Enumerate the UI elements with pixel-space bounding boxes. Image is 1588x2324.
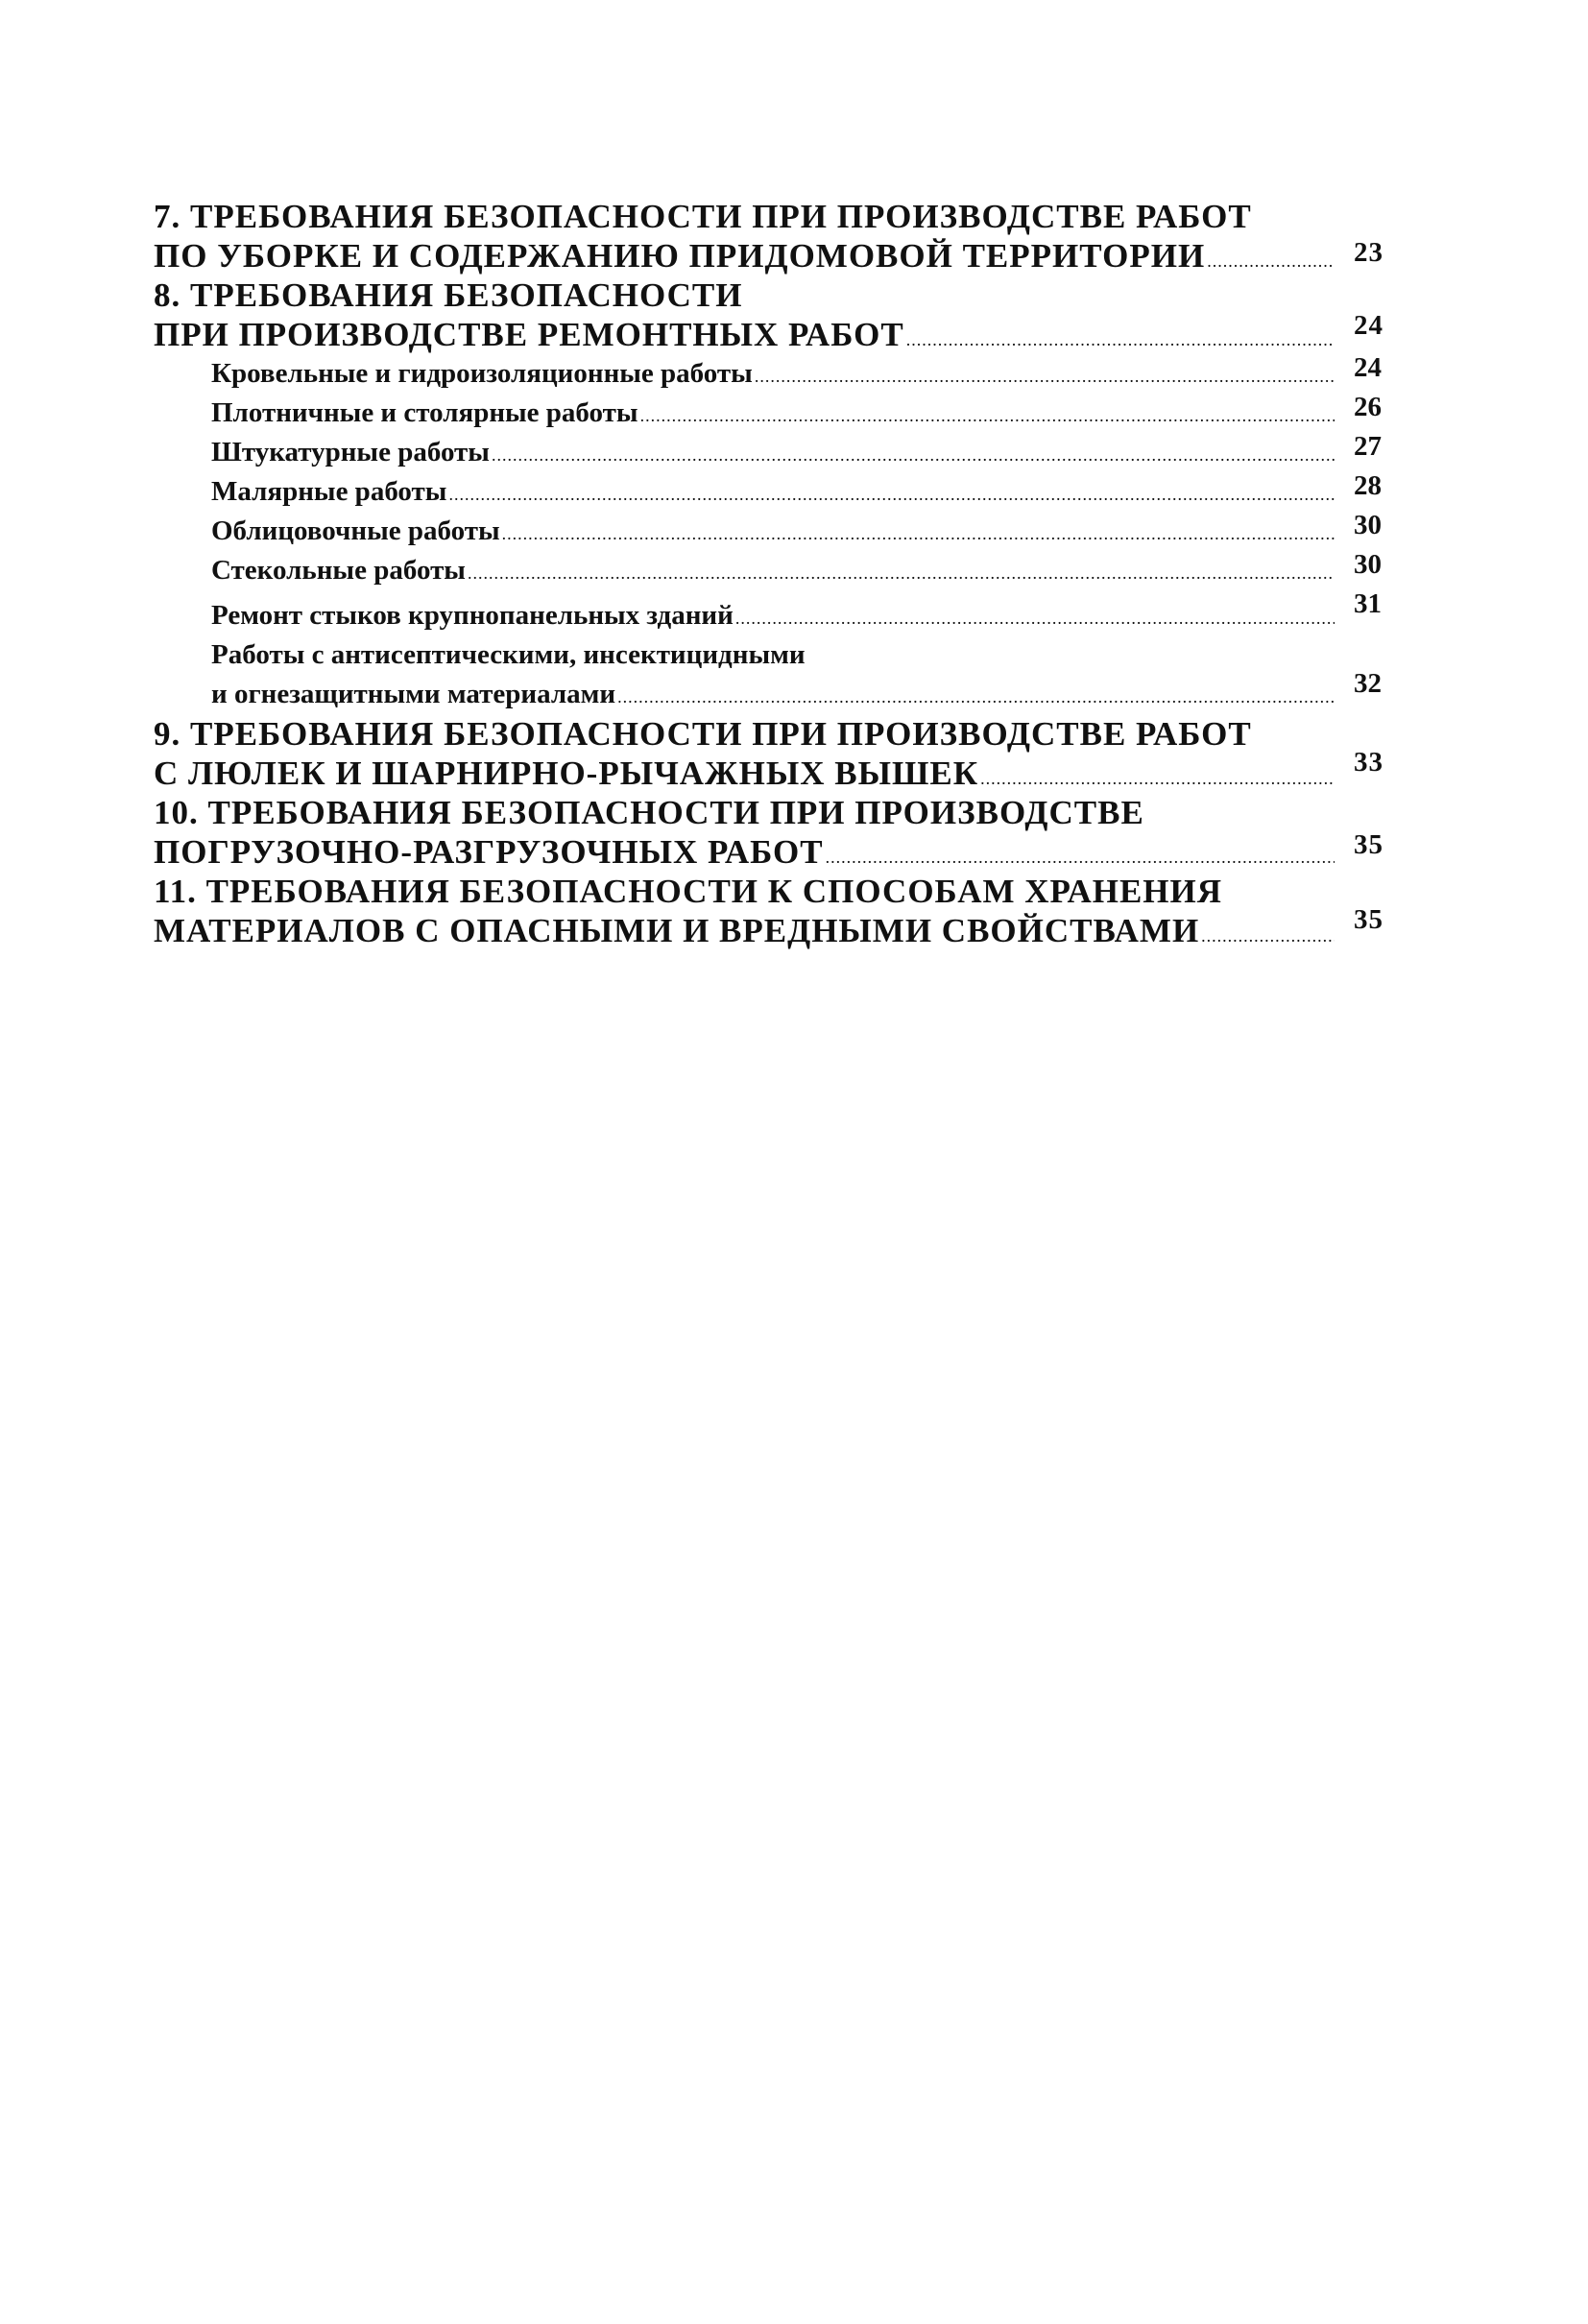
toc-entry-last-line: [211, 551, 1335, 590]
toc-entry-line: Штукатурные работы: [211, 437, 490, 467]
toc-page-number: 23: [1354, 237, 1383, 268]
toc-page-number: 30: [1354, 549, 1382, 580]
dot-leader: [492, 436, 1335, 475]
toc-subentry: [154, 512, 1421, 551]
toc-entry-line: ПО УБОРКЕ И СОДЕРЖАНИЮ ПРИДОМОВОЙ ТЕРРИТОРИИ: [154, 237, 1206, 275]
toc-entry-line: 10. ТРЕБОВАНИЯ БЕЗОПАСНОСТИ ПРИ ПРОИЗВОДСТВЕ: [154, 794, 1144, 831]
toc-entry-last-line: [154, 832, 1335, 872]
toc-entry-line: Стекольные работы: [211, 555, 466, 586]
toc-entry: [154, 793, 1421, 872]
toc-subentry: [154, 588, 1421, 635]
toc-page-number: 28: [1354, 470, 1382, 501]
toc-page-number: 27: [1354, 431, 1382, 462]
table-of-contents: [154, 197, 1421, 950]
dot-leader: [735, 599, 1335, 638]
toc-entry-last-line: [211, 512, 1335, 551]
toc-subentry: [154, 433, 1421, 472]
toc-entry-last-line: [211, 433, 1335, 472]
toc-entry-line: Облицовочные работы: [211, 515, 500, 546]
toc-entry: [154, 872, 1421, 950]
toc-entry-line: МАТЕРИАЛОВ С ОПАСНЫМИ И ВРЕДНЫМИ СВОЙСТВАМИ: [154, 912, 1200, 949]
dot-leader: [1201, 917, 1335, 956]
toc-entry-last-line: [154, 236, 1335, 276]
toc-page-number: 31: [1354, 588, 1382, 619]
toc-entry-last-line: [154, 754, 1335, 793]
toc-entry-line: Плотничные и столярные работы: [211, 397, 638, 428]
toc-entry-last-line: [211, 394, 1335, 433]
toc-entry: [154, 276, 1421, 354]
toc-entry-last-line: [211, 354, 1335, 394]
toc-subentry: [154, 635, 1421, 714]
toc-entry-line: 11. ТРЕБОВАНИЯ БЕЗОПАСНОСТИ К СПОСОБАМ ХРАНЕНИЯ: [154, 873, 1223, 910]
toc-entry-last-line: [211, 675, 1335, 714]
dot-leader: [755, 357, 1335, 396]
toc-page-number: 35: [1354, 829, 1383, 860]
dot-leader: [448, 475, 1335, 515]
toc-entry-last-line: [154, 911, 1335, 950]
toc-entry-line: 7. ТРЕБОВАНИЯ БЕЗОПАСНОСТИ ПРИ ПРОИЗВОДСТВЕ РАБОТ: [154, 198, 1252, 235]
toc-entry-line: 9. ТРЕБОВАНИЯ БЕЗОПАСНОСТИ ПРИ ПРОИЗВОДСТВЕ РАБОТ: [154, 715, 1252, 753]
toc-entry-line: ПОГРУЗОЧНО-РАЗГРУЗОЧНЫХ РАБОТ: [154, 833, 824, 871]
toc-entry: [154, 714, 1421, 793]
toc-page-number: 35: [1354, 904, 1383, 935]
toc-entry-line: Ремонт стыков крупнопанельных зданий: [211, 600, 734, 631]
toc-entry-line: С ЛЮЛЕК И ШАРНИРНО-РЫЧАЖНЫХ ВЫШЕК: [154, 755, 979, 792]
toc-page-number: 30: [1354, 510, 1382, 540]
toc-page-number: 32: [1354, 668, 1382, 699]
toc-page-number: 24: [1354, 352, 1382, 383]
toc-entry-line: Кровельные и гидроизоляционные работы: [211, 358, 753, 389]
dot-leader: [617, 678, 1335, 717]
toc-subentry: [154, 472, 1421, 512]
toc-entry-last-line: [211, 596, 1335, 635]
toc-entry-line: ПРИ ПРОИЗВОДСТВЕ РЕМОНТНЫХ РАБОТ: [154, 316, 904, 353]
dot-leader: [640, 396, 1335, 436]
toc-subentry: [154, 354, 1421, 394]
dot-leader: [468, 554, 1335, 593]
toc-entry-line: 8. ТРЕБОВАНИЯ БЕЗОПАСНОСТИ: [154, 276, 743, 314]
dot-leader: [502, 515, 1335, 554]
toc-entry: [154, 197, 1421, 276]
toc-entry-line: Малярные работы: [211, 476, 447, 507]
toc-entry-last-line: [211, 472, 1335, 512]
toc-entry-last-line: [154, 315, 1335, 354]
toc-page-number: 26: [1354, 392, 1382, 422]
toc-page-number: 33: [1354, 747, 1383, 778]
toc-entry-line: Работы с антисептическими, инсектицидными: [211, 639, 806, 670]
toc-entry-line: и огнезащитными материалами: [211, 679, 616, 709]
toc-page-number: 24: [1354, 310, 1383, 341]
toc-subentry: [154, 551, 1421, 590]
toc-subentry: [154, 394, 1421, 433]
